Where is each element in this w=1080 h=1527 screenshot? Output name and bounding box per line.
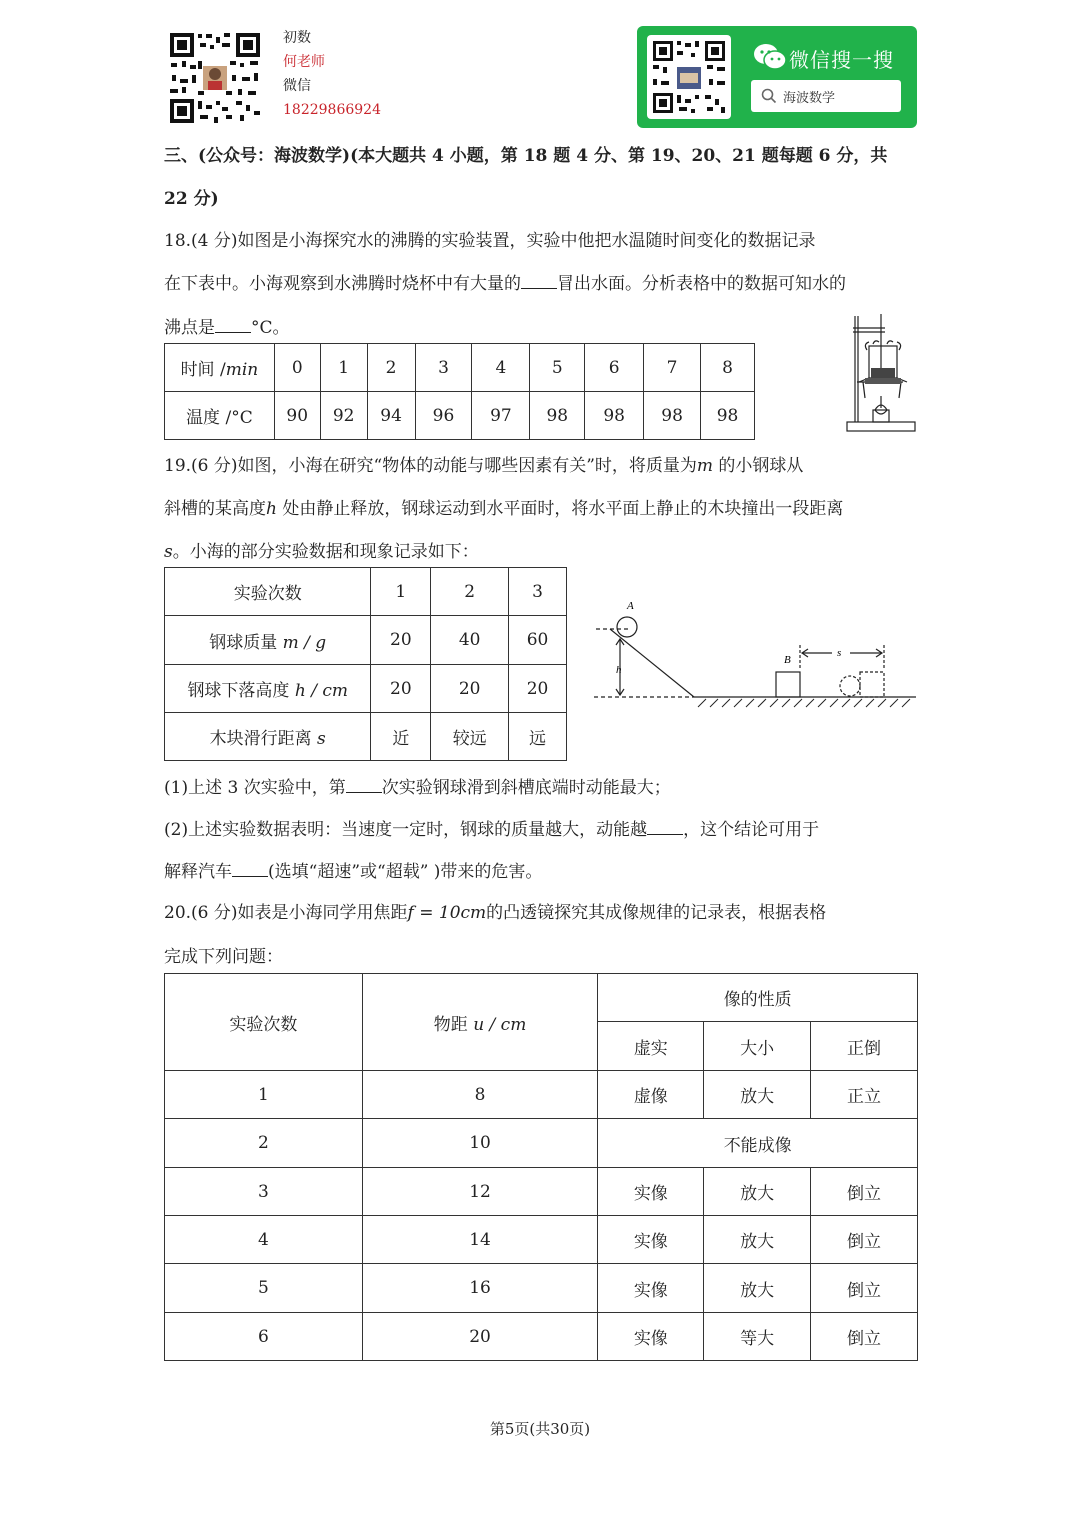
q18-temp-cell: 94 <box>367 392 415 440</box>
q19-line1-a: 19.(6 分)如图，小海在研究“物体的动能与哪些因素有关”时，将质量为 <box>164 456 697 476</box>
q18-blank-1[interactable] <box>521 272 557 289</box>
q18-line2 <box>164 269 918 294</box>
contact-phone: 18229866924 <box>283 102 381 118</box>
q18-temp-cell: 97 <box>472 392 530 440</box>
q20-cell: 12 <box>362 1168 598 1216</box>
q19-cell: 远 <box>509 713 567 761</box>
q18-blank-2[interactable] <box>215 316 251 333</box>
q19-blank-1[interactable] <box>346 776 382 793</box>
q20-cell: 放大 <box>704 1216 811 1264</box>
q19-blank-2[interactable] <box>647 818 683 835</box>
q20-header-distance: 物距 u / cm <box>362 974 598 1071</box>
q19-row <box>165 616 567 665</box>
q20-lens-table <box>164 973 918 1361</box>
q20-cell: 正立 <box>811 1071 918 1119</box>
q20-header-orient: 正倒 <box>811 1022 918 1071</box>
q20-cell: 放大 <box>704 1168 811 1216</box>
q18-temp-cell: 98 <box>530 392 585 440</box>
contact-line-3: 微信 <box>283 78 311 94</box>
contact-line-2: 何老师 <box>283 54 325 70</box>
q18-time-cell: 8 <box>701 344 755 392</box>
q19-sub3 <box>164 857 918 882</box>
q20-focal-length: f = 10cm <box>407 903 487 923</box>
q19-cell: 20 <box>509 665 567 713</box>
q19-line2-a: 斜槽的某高度 <box>164 499 266 519</box>
q19-row-label: 钢球质量 m / g <box>165 616 371 665</box>
diagram-label-s: s <box>837 647 842 659</box>
q18-temp-label: 温度 /°C <box>165 392 275 440</box>
q20-row <box>165 1216 918 1264</box>
q18-line3 <box>164 313 918 338</box>
q18-data-table <box>164 343 755 440</box>
q19-var-s: s <box>164 542 173 562</box>
q20-cell: 3 <box>165 1168 363 1216</box>
q19-line2 <box>164 494 918 519</box>
q19-row <box>165 665 567 713</box>
q18-temp-cell: 90 <box>274 392 320 440</box>
q20-row <box>165 1313 918 1361</box>
q19-cell: 20 <box>371 665 431 713</box>
q18-temp-cell: 98 <box>701 392 755 440</box>
q18-row-temp <box>165 392 755 440</box>
diagram-label-b: B <box>784 654 791 666</box>
q18-line2-b: 冒出水面。分析表格中的数据可知水的 <box>557 274 846 294</box>
q19-line2-c: 处由静止释放，钢球运动到水平面时，将水平面上静止的木块撞出一段距离 <box>276 499 844 519</box>
q18-time-cell: 3 <box>415 344 472 392</box>
q20-cell: 倒立 <box>811 1313 918 1361</box>
q20-header-nature: 像的性质 <box>598 974 918 1022</box>
section-heading-line1: 三、(公众号：海波数学)(本大题共 4 小题，第 18 题 4 分、第 19、20、21 题每题 6 分，共 <box>164 146 888 166</box>
q18-line1: 18.(4 分)如图是小海探究水的沸腾的实验装置，实验中他把水温随时间变化的数据记录 <box>164 231 816 251</box>
q20-cell: 6 <box>165 1313 363 1361</box>
diagram-label-h: h <box>616 664 622 676</box>
q19-cell: 3 <box>509 568 567 616</box>
q19-row-label: 钢球下落高度 h / cm <box>165 665 371 713</box>
q20-header-trial: 实验次数 <box>165 974 363 1071</box>
q18-time-cell: 1 <box>320 344 367 392</box>
q20-cell: 20 <box>362 1313 598 1361</box>
q18-row-time <box>165 344 755 392</box>
q20-row <box>165 1168 918 1216</box>
q19-cell: 2 <box>431 568 509 616</box>
contact-line-1: 初数 <box>283 30 311 46</box>
q18-time-cell: 7 <box>644 344 701 392</box>
wechat-logo-icon <box>753 43 787 71</box>
q19-line3-b: 。小海的部分实验数据和现象记录如下： <box>172 542 479 562</box>
q19-sub3-a: 解释汽车 <box>164 862 232 882</box>
boiling-apparatus-figure <box>843 310 918 434</box>
q19-cell: 20 <box>431 665 509 713</box>
q20-row <box>165 1119 918 1168</box>
search-icon <box>761 88 777 104</box>
q18-temp-cell: 98 <box>644 392 701 440</box>
q19-cell: 60 <box>509 616 567 665</box>
q20-cell: 1 <box>165 1071 363 1119</box>
qr-code-image <box>168 31 262 125</box>
q18-temp-cell: 98 <box>585 392 644 440</box>
wechat-search-value: 海波数学 <box>783 91 836 106</box>
q20-cell: 实像 <box>598 1313 704 1361</box>
q19-var-h: h <box>266 499 277 519</box>
q19-cell: 近 <box>371 713 431 761</box>
q19-sub2-b: ，这个结论可用于 <box>683 820 820 840</box>
q19-line1-c: 的小钢球从 <box>713 456 804 476</box>
q19-sub1-b: 次实验钢球滑到斜槽底端时动能最大； <box>381 778 671 798</box>
q20-cell: 倒立 <box>811 1264 918 1313</box>
q20-cell: 16 <box>362 1264 598 1313</box>
q19-cell: 20 <box>371 616 431 665</box>
q18-time-cell: 4 <box>472 344 530 392</box>
q18-time-cell: 5 <box>530 344 585 392</box>
q18-time-label: 时间 /min <box>165 344 275 392</box>
q18-line2-a: 在下表中。小海观察到水沸腾时烧杯中有大量的 <box>164 274 521 294</box>
q20-row <box>165 1264 918 1313</box>
q18-temp-cell: 92 <box>320 392 367 440</box>
q20-cell: 实像 <box>598 1168 704 1216</box>
q18-time-cell: 2 <box>367 344 415 392</box>
q20-cell-merged: 不能成像 <box>598 1119 918 1168</box>
q19-line1 <box>164 451 918 476</box>
q19-line3 <box>164 537 918 562</box>
contact-info <box>283 26 381 122</box>
q20-line1-c: 的凸透镜探究其成像规律的记录表，根据表格 <box>486 903 827 923</box>
q19-row <box>165 713 567 761</box>
q19-row-label: 木块滑行距离 s <box>165 713 371 761</box>
q20-cell: 倒立 <box>811 1168 918 1216</box>
wechat-search-banner <box>637 26 917 128</box>
diagram-label-a: A <box>627 600 634 612</box>
q20-header-size: 大小 <box>704 1022 811 1071</box>
q20-cell: 8 <box>362 1071 598 1119</box>
section-heading-line2: 22 分) <box>164 189 219 209</box>
q20-cell: 等大 <box>704 1313 811 1361</box>
q19-data-table <box>164 567 567 761</box>
incline-ball-diagram <box>588 595 918 720</box>
q20-cell: 4 <box>165 1216 363 1264</box>
q20-line2: 完成下列问题： <box>164 947 283 967</box>
q20-cell: 5 <box>165 1264 363 1313</box>
q19-cell: 较远 <box>431 713 509 761</box>
q18-time-cell: 6 <box>585 344 644 392</box>
q20-cell: 放大 <box>704 1071 811 1119</box>
q19-sub1 <box>164 773 918 798</box>
q20-cell: 倒立 <box>811 1216 918 1264</box>
q19-cell: 1 <box>371 568 431 616</box>
q19-row <box>165 568 567 616</box>
q19-sub1-a: (1)上述 3 次实验中，第 <box>164 778 346 798</box>
q20-cell: 14 <box>362 1216 598 1264</box>
q20-row <box>165 1071 918 1119</box>
q19-sub3-b: (选填“超速”或“超载” )带来的危害。 <box>268 862 543 882</box>
q19-sub2 <box>164 815 918 840</box>
q19-cell: 40 <box>431 616 509 665</box>
q20-line1-a: 20.(6 分)如表是小海同学用焦距 <box>164 903 408 923</box>
q20-line1 <box>164 898 918 923</box>
q18-time-cell: 0 <box>274 344 320 392</box>
q20-header-row <box>165 974 918 1022</box>
q20-cell: 实像 <box>598 1216 704 1264</box>
q20-cell: 放大 <box>704 1264 811 1313</box>
wechat-qr-code <box>647 35 731 119</box>
wechat-search-box[interactable] <box>751 80 901 112</box>
q20-cell: 虚像 <box>598 1071 704 1119</box>
q19-sub2-a: (2)上述实验数据表明：当速度一定时，钢球的质量越大，动能越 <box>164 820 648 840</box>
q20-cell: 2 <box>165 1119 363 1168</box>
q19-blank-3[interactable] <box>232 860 268 877</box>
q19-var-m: m <box>696 456 714 476</box>
q20-header-real: 虚实 <box>598 1022 704 1071</box>
q18-line3-a: 沸点是 <box>164 318 215 338</box>
q18-temp-cell: 96 <box>415 392 472 440</box>
q18-line3-b: °C。 <box>251 318 290 338</box>
page-number: 第5页(共30页) <box>489 1420 591 1438</box>
q19-row-label: 实验次数 <box>165 568 371 616</box>
wechat-search-title: 微信搜一搜 <box>789 48 894 72</box>
q20-cell: 实像 <box>598 1264 704 1313</box>
q20-cell: 10 <box>362 1119 598 1168</box>
